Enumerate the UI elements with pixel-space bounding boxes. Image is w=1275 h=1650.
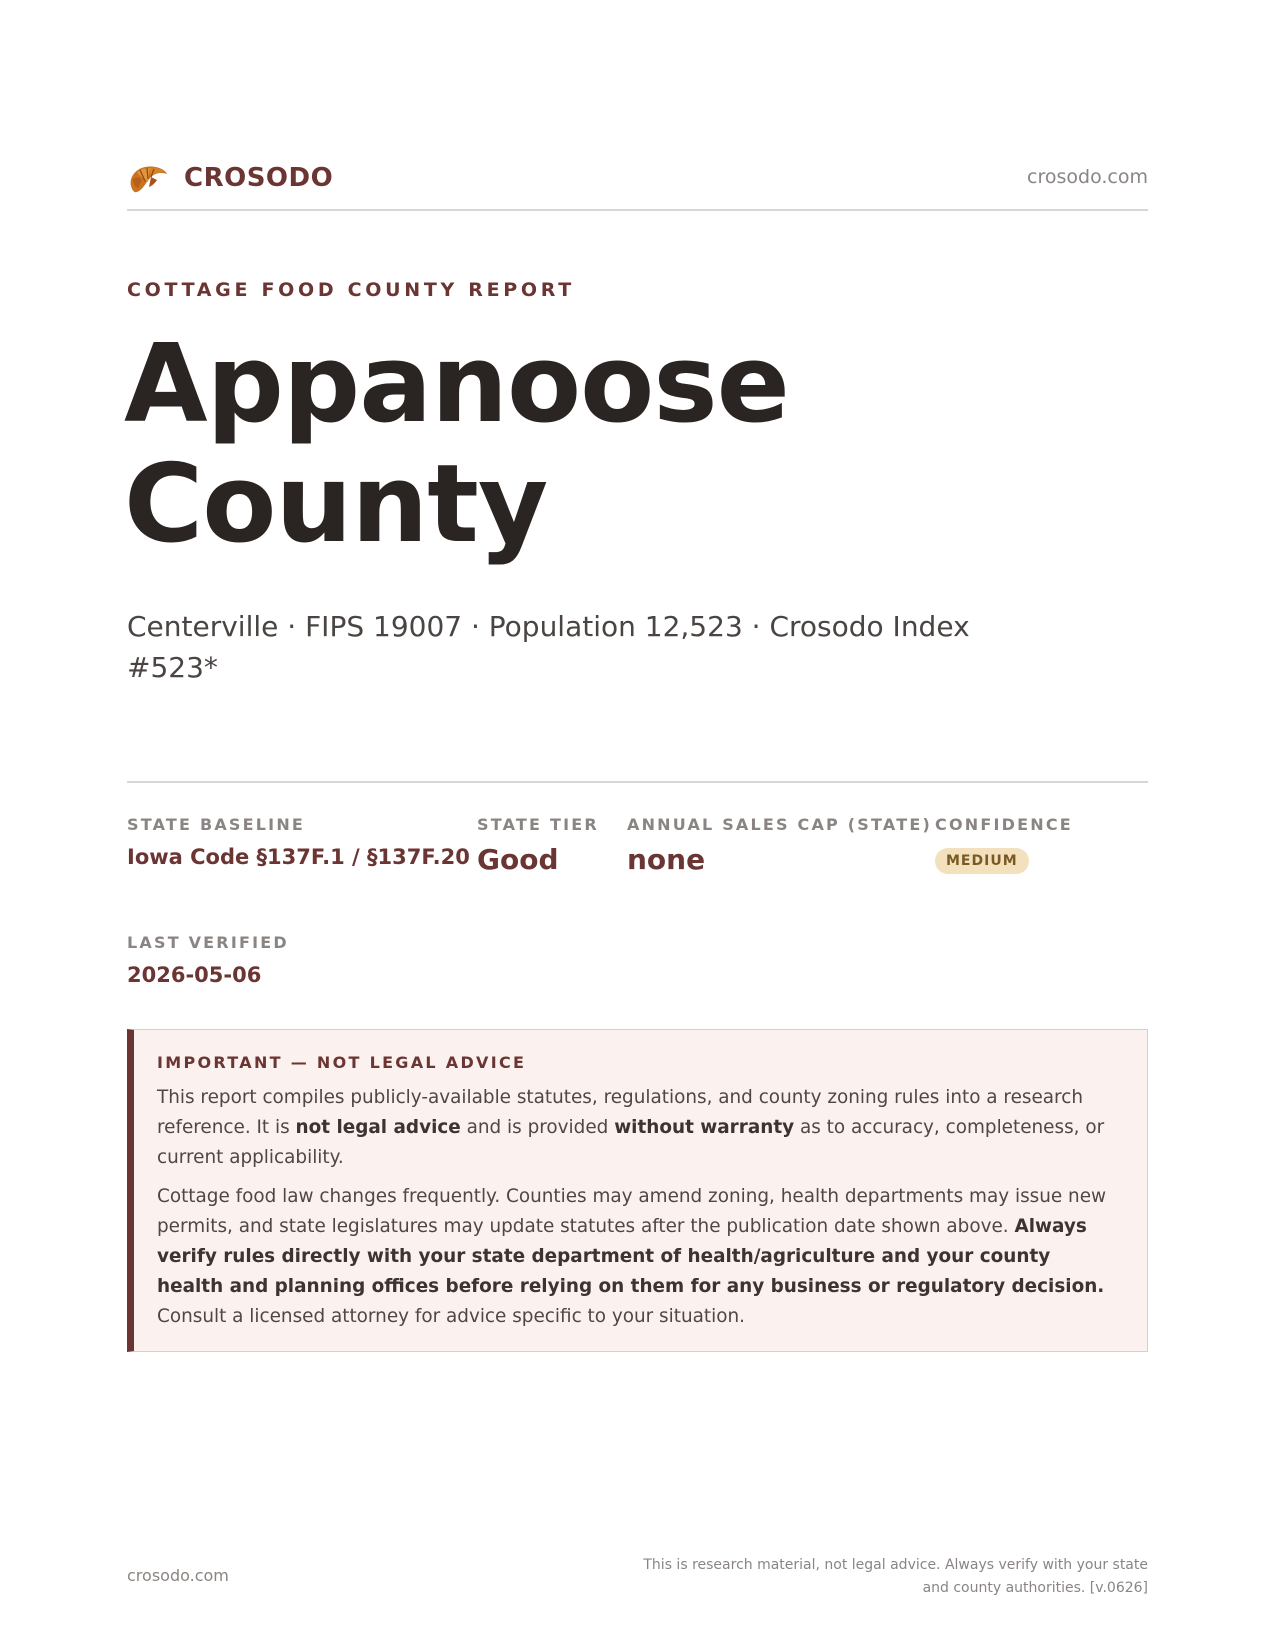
fact-value: 2026-05-06 <box>127 963 262 987</box>
legal-disclaimer <box>127 1029 1148 1352</box>
fact-last-verified <box>127 933 289 987</box>
section-divider <box>127 781 1148 783</box>
site-url[interactable]: crosodo.com <box>1027 166 1148 188</box>
croissant-icon <box>127 160 169 198</box>
emphasis-text: without warranty <box>614 1117 795 1138</box>
fact-confidence <box>935 815 1073 874</box>
text-run: as to accuracy, completeness, or current applicability. <box>157 1117 1105 1168</box>
fact-label: STATE BASELINE <box>127 815 306 834</box>
disclaimer-heading: IMPORTANT — NOT LEGAL ADVICE <box>157 1053 527 1072</box>
fact-label: STATE TIER <box>477 815 599 834</box>
text-run: and is provided <box>460 1117 615 1138</box>
fact-state-tier <box>477 815 599 876</box>
fact-state-baseline <box>127 815 470 869</box>
header <box>127 160 1148 200</box>
county-summary: Centerville · FIPS 19007 · Population 12,523 · Crosodo Index #523* <box>127 610 970 684</box>
disclaimer-paragraph <box>157 1182 1117 1332</box>
fact-value: Good <box>477 843 559 876</box>
emphasis-text: Always verify rules directly with your state department of health/agriculture and your county health and planning offices before relying on them for any business or regulatory decision. <box>157 1216 1105 1297</box>
text-run: Consult a licensed attorney for advice specific to your situation. <box>157 1306 745 1327</box>
fact-label: ANNUAL SALES CAP (STATE) <box>627 815 932 834</box>
text-run: This report compiles publicly-available statutes, regulations, and county zoning rules into a research reference. It is <box>157 1087 1083 1138</box>
disclaimer-paragraph <box>157 1083 1117 1173</box>
header-divider <box>127 209 1148 211</box>
report-eyebrow: COTTAGE FOOD COUNTY REPORT <box>127 279 575 301</box>
footer-line: This is research material, not legal advice. Always verify with your state <box>643 1557 1148 1573</box>
footer-site-url[interactable]: crosodo.com <box>127 1566 229 1585</box>
fact-label: LAST VERIFIED <box>127 933 289 952</box>
footer-line: and county authorities. [v.0626] <box>922 1580 1148 1596</box>
text-run: Cottage food law changes frequently. Counties may amend zoning, health departments may issue new permits, and state legislatures may update statutes after the publication date shown above. <box>157 1186 1107 1237</box>
county-title <box>124 322 1024 567</box>
confidence-badge: MEDIUM <box>935 848 1029 874</box>
fact-annual-sales-cap <box>627 815 932 876</box>
report-page <box>124 0 1148 1650</box>
footer-disclaimer <box>608 1554 1148 1600</box>
emphasis-text: not legal advice <box>295 1117 461 1138</box>
fact-value: none <box>627 843 706 876</box>
brand-name: CROSODO <box>184 163 334 193</box>
fact-value: Iowa Code §137F.1 / §137F.20 <box>127 845 470 869</box>
county-title-line1: Appanoose <box>124 322 789 447</box>
fact-label: CONFIDENCE <box>935 815 1073 834</box>
disclaimer-body <box>157 1083 1117 1341</box>
county-title-line2: County <box>124 442 548 567</box>
